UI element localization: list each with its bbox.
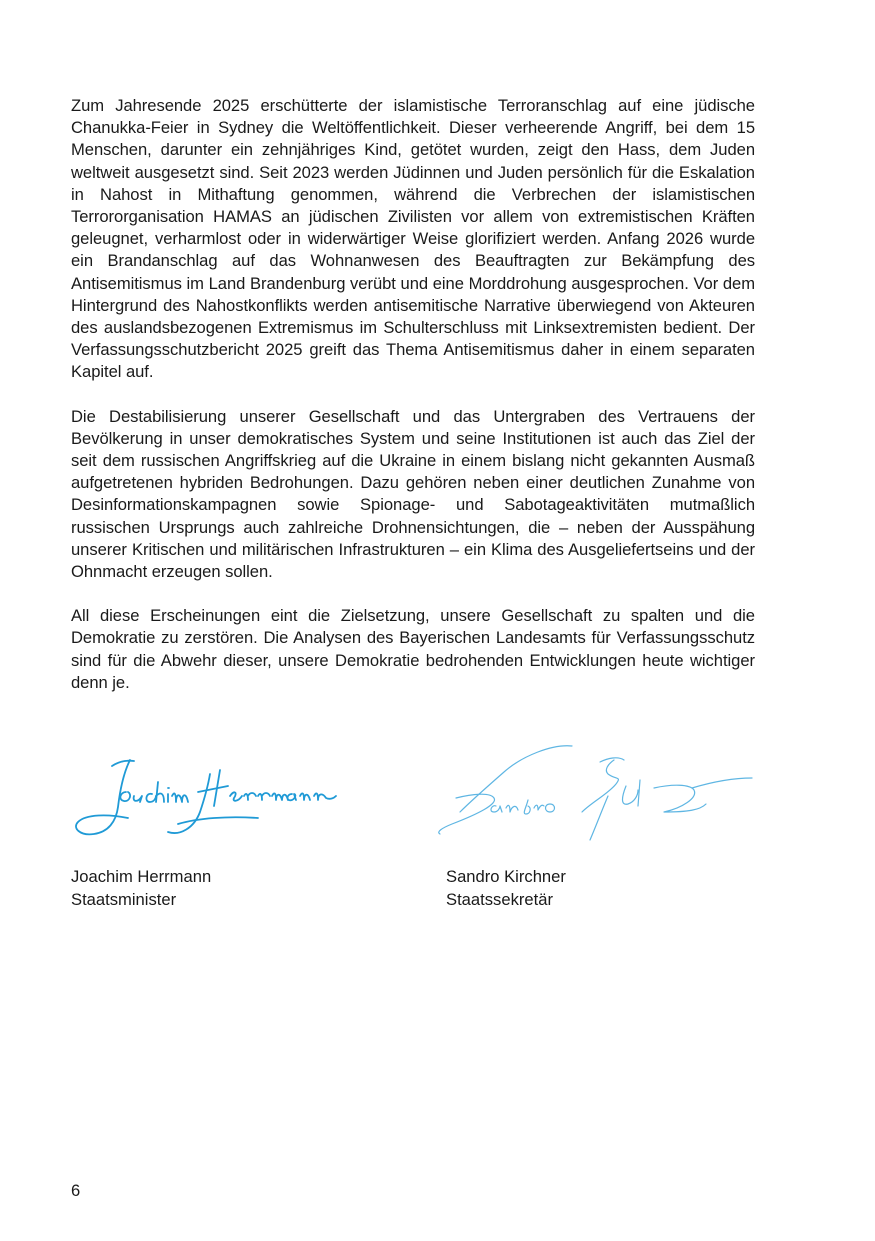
paragraph-2: Die Destabilisierung unserer Gesellschaft und das Untergraben des Vertrauens der Bevölkerung in unser demokratisches System und seine Institutionen ist auch das Ziel der seit dem russischen Angriffskrieg auf die Ukraine in einem bislang nicht gekannten Ausmaß aufgetretenen hybriden Bedrohungen. Dazu gehören neben einer deutlichen Zunahme von Desinformationskampagnen sowie Spionage- und Sabotageaktivitäten mutmaßlich russischen Ursprungs auch zahlreiche Drohnensichtungen, die – neben der Ausspähung unserer Kritischen und militärischen Infrastrukturen – ein Klima des Ausgeliefertseins und der Ohnmacht erzeugen sollen. [71,406,755,582]
signature-ink [76,760,336,834]
page-number: 6 [71,1181,81,1200]
signer-title: Staatsminister [71,890,177,909]
signature-ink [439,746,752,840]
signer-title: Staatssekretär [446,890,553,909]
signature-sandro-kirchner [432,740,762,850]
body-text [71,95,755,716]
paragraph-1: Zum Jahresende 2025 erschütterte der islamistische Terroranschlag auf eine jüdische Chanukka-Feier in Sydney die Weltöffentlichkeit. Dieser verheerende Angriff, bei dem 15 Menschen, darunter ein zehnjähriges Kind, getötet wurden, zeigt den Hass, dem Juden weltweit ausgesetzt sind. Seit 2023 werden Jüdinnen und Juden persönlich für die Eskalation in Nahost in Mithaftung genommen, während die Verbrechen der islamistischen Terrororganisation HAMAS an jüdischen Zivilisten vor allem von extremistischen Kräften geleugnet, verharmlost oder in widerwärtiger Weise glorifiziert werden. Anfang 2026 wurde ein Brandanschlag auf das Wohnanwesen des Beauftragten zur Bekämpfung des Antisemitismus im Land Brandenburg verübt und eine Morddrohung ausgesprochen. Vor dem Hintergrund des Nahostkonflikts werden antisemitische Narrative überwiegend von Akteuren des auslandsbezogenen Extremismus im Schulterschluss mit Linksextremisten bedient. Der Verfassungsschutzbericht 2025 greift das Thema Antisemitismus daher in einem separaten Kapitel auf. [71,96,755,382]
signer-name: Joachim Herrmann [71,867,212,886]
signer-block-right [446,865,566,911]
signature-joachim-herrmann [68,752,348,847]
paragraph-3: All diese Erscheinungen eint die Zielsetzung, unsere Gesellschaft zu spalten und die Demokratie zu zerstören. Die Analysen des Bayerischen Landesamts für Verfassungsschutz sind für die Abwehr dieser, unsere Demokratie bedrohenden Entwicklungen heute wichtiger denn je. [71,606,755,692]
signer-name: Sandro Kirchner [446,867,566,886]
signer-block-left [71,865,211,911]
